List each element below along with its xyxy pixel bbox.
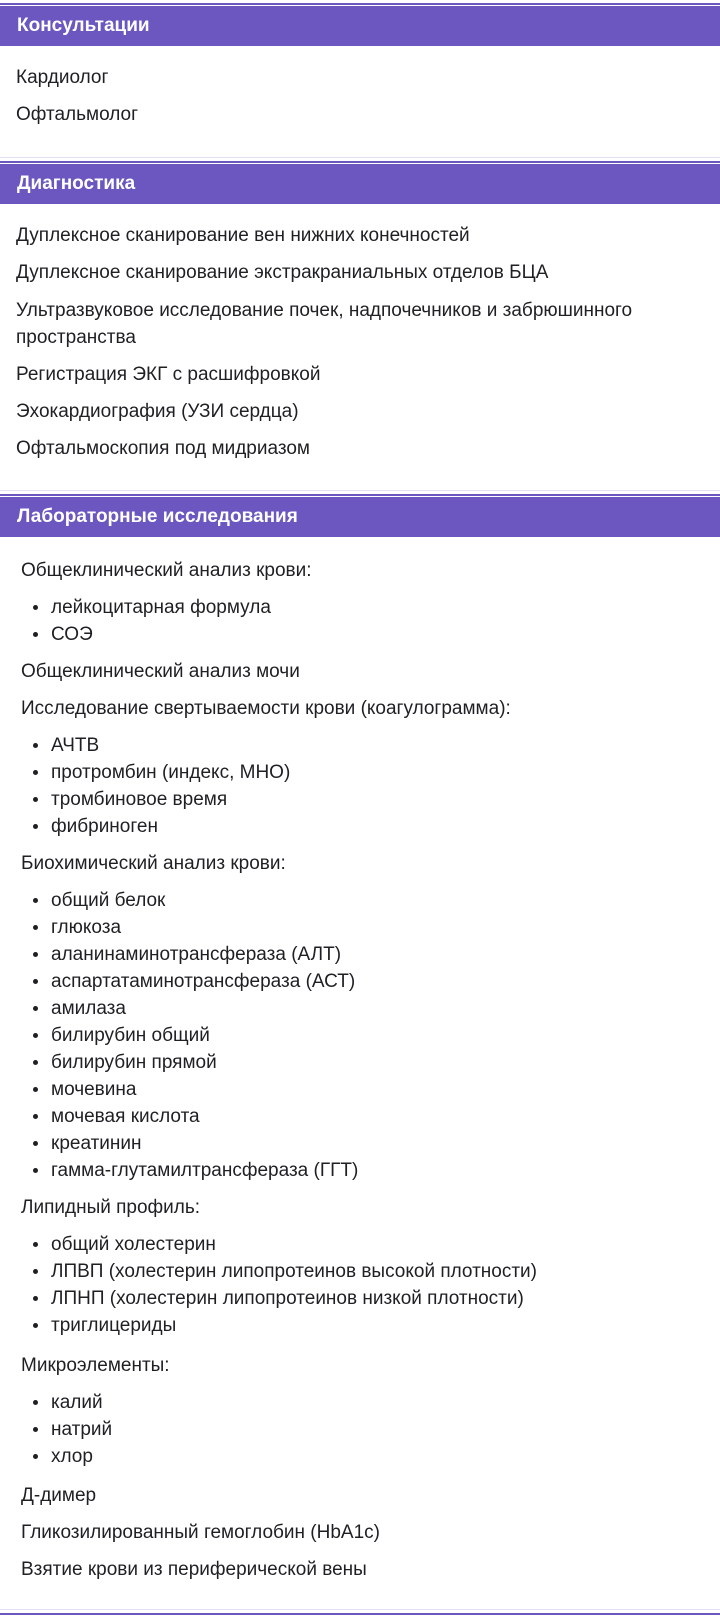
list-item: АЧТВ — [51, 735, 100, 756]
list-item: гамма-глутамилтрансфераза (ГГТ) — [51, 1160, 359, 1181]
bullet-icon — [33, 1033, 38, 1038]
list-item: мочевина — [51, 1079, 137, 1100]
group-label: Гликозилированный гемоглобин (HbA1c) — [21, 1522, 380, 1543]
list-item: аспартатаминотрансфераза (АСТ) — [51, 971, 356, 992]
bullet-icon — [33, 1141, 38, 1146]
bullet-icon — [33, 1168, 38, 1173]
bullet-icon — [33, 1242, 38, 1247]
list-item: ЛПНП (холестерин липопротеинов низкой плотности) — [51, 1288, 524, 1309]
list-item: амилаза — [51, 998, 126, 1019]
bullet-icon — [33, 1060, 38, 1065]
bullet-icon — [33, 1323, 38, 1328]
bullet-icon — [33, 1269, 38, 1274]
list-item: натрий — [51, 1419, 113, 1440]
list-item: билирубин общий — [51, 1025, 210, 1046]
list-item: протромбин (индекс, МНО) — [51, 762, 291, 783]
list-item: СОЭ — [51, 624, 93, 645]
bullet-icon — [33, 797, 38, 802]
list-item: глюкоза — [51, 917, 122, 938]
list-item: ЛПВП (холестерин липопротеинов высокой плотности) — [51, 1261, 537, 1282]
bullet-icon — [33, 925, 38, 930]
bullet-icon — [33, 1296, 38, 1301]
group-label: Общеклинический анализ крови: — [21, 560, 312, 581]
list-item: билирубин прямой — [51, 1052, 217, 1073]
group-label: Взятие крови из периферической вены — [21, 1559, 367, 1580]
divider — [0, 490, 720, 491]
list-item: аланинаминотрансфераза (АЛТ) — [51, 944, 342, 965]
bullet-icon — [33, 770, 38, 775]
group-label: Биохимический анализ крови: — [21, 853, 286, 874]
section-header-diagnostics — [0, 164, 720, 204]
bullet-icon — [33, 743, 38, 748]
divider — [0, 157, 720, 158]
group-label: Липидный профиль: — [21, 1197, 201, 1218]
list-item: хлор — [51, 1446, 93, 1467]
list-item: Эхокардиография (УЗИ сердца) — [16, 401, 299, 422]
list-item: Ультразвуковое исследование почек, надпочечников и забрюшинного пространства — [16, 300, 633, 348]
list-item: Офтальмоскопия под мидриазом — [16, 438, 310, 459]
list-item: триглицериды — [51, 1315, 177, 1336]
bullet-icon — [33, 1400, 38, 1405]
section-top-rule — [0, 161, 720, 163]
list-item: общий холестерин — [51, 1234, 216, 1255]
list-item: Кардиолог — [16, 67, 109, 88]
list-item: Регистрация ЭКГ с расшифровкой — [16, 364, 321, 385]
section-header-lab — [0, 497, 720, 537]
list-item: Офтальмолог — [16, 104, 139, 125]
bullet-icon — [33, 605, 38, 610]
bullet-icon — [33, 952, 38, 957]
list-item: мочевая кислота — [51, 1106, 200, 1127]
group-label: Общеклинический анализ мочи — [21, 661, 300, 682]
section-top-rule — [0, 3, 720, 5]
bullet-icon — [33, 1427, 38, 1432]
section-title: Диагностика — [17, 173, 136, 194]
section-top-rule — [0, 1613, 720, 1615]
list-item: лейкоцитарная формула — [51, 597, 271, 618]
section-header-consultations — [0, 6, 720, 46]
group-label: Микроэлементы: — [21, 1355, 170, 1376]
list-item: общий белок — [51, 890, 166, 911]
group-label: Д-димер — [21, 1485, 97, 1506]
bullet-icon — [33, 1087, 38, 1092]
list-item: тромбиновое время — [51, 789, 228, 810]
bullet-icon — [33, 632, 38, 637]
list-item: фибриноген — [51, 816, 158, 837]
divider — [0, 1609, 720, 1610]
section-top-rule — [0, 494, 720, 496]
section-title: Лабораторные исследования — [17, 506, 298, 527]
bullet-icon — [33, 1114, 38, 1119]
section-title: Консультации — [17, 15, 150, 36]
bullet-icon — [33, 898, 38, 903]
group-label: Исследование свертываемости крови (коагулограмма): — [21, 698, 511, 719]
bullet-icon — [33, 1454, 38, 1459]
bullet-icon — [33, 979, 38, 984]
bullet-icon — [33, 1006, 38, 1011]
list-item: калий — [51, 1392, 103, 1413]
bullet-icon — [33, 824, 38, 829]
list-item: креатинин — [51, 1133, 142, 1154]
list-item: Дуплексное сканирование экстракраниальных отделов БЦА — [16, 262, 549, 283]
list-item: Дуплексное сканирование вен нижних конечностей — [16, 225, 470, 246]
